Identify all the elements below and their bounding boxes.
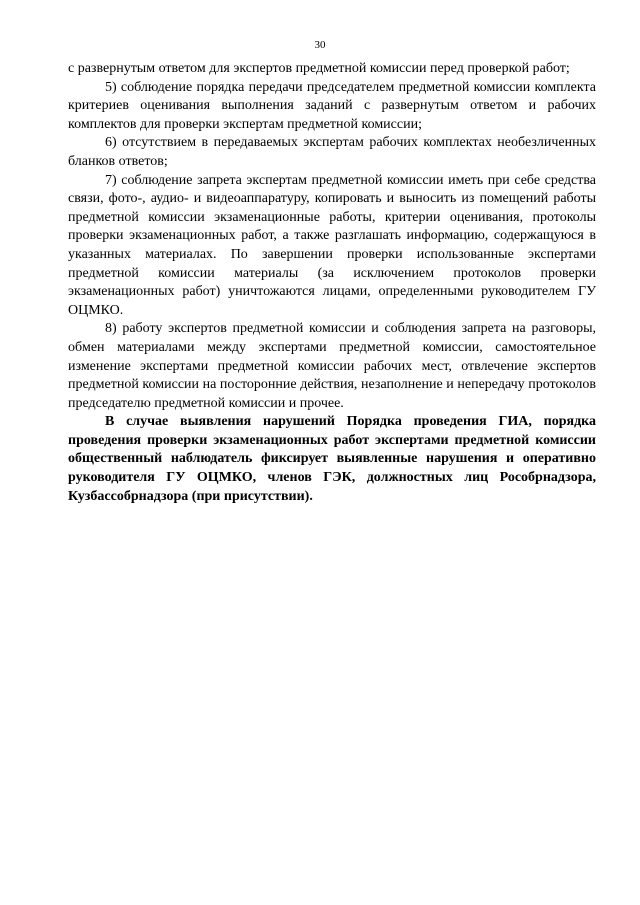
- paragraph-item-7: 7) соблюдение запрета экспертам предметной комиссии иметь при себе средства связи, фото-, аудио- и видеоаппаратуру, копировать и выносить из помещений работы предметной комиссии экзаменационные работы, критерии оценивания, протоколы проверки экзаменационных работ, а также разглашать информацию, содержащуюся в указанных материалах. По завершении проверки использованные экспертами предметной комиссии материалы (за исключением протоколов проверки экзаменационных работ) уничтожаются лицами, определенными руководителем ГУ ОЦМКО.: [68, 172, 596, 318]
- paragraph-item-8: 8) работу экспертов предметной комиссии и соблюдения запрета на разговоры, обмен материалами между экспертами предметной комиссии, самостоятельное изменение экспертами предметной комиссии рабочих мест, отвлечение экспертов предметной комиссии на посторонние действия, незаполнение и непередачу протоколов председателю предметной комиссии и прочее.: [68, 321, 596, 411]
- paragraph-item-6: 6) отсутствием в передаваемых экспертам рабочих комплектах необезличенных бланков ответов;: [68, 135, 596, 169]
- paragraph-continuation: с развернутым ответом для экспертов предметной комиссии перед проверкой работ;: [68, 61, 570, 76]
- paragraph-item-5: 5) соблюдение порядка передачи председателем предметной комиссии комплекта критериев оценивания выполнения заданий с развернутым ответом и рабочих комплектов для проверки экспертам предметной комиссии;: [68, 79, 596, 132]
- page-number: 30: [314, 39, 326, 51]
- document-body: [68, 60, 596, 506]
- paragraph-violations-notice: В случае выявления нарушений Порядка проведения ГИА, порядка проведения проверки экзаменационных работ экспертами предметной комиссии общественный наблюдатель фиксирует выявленные нарушения и оперативно руководителя ГУ ОЦМКО, членов ГЭК, должностных лиц Рособрнадзора, Кузбассобрнадзора (при присутствии).: [68, 414, 596, 504]
